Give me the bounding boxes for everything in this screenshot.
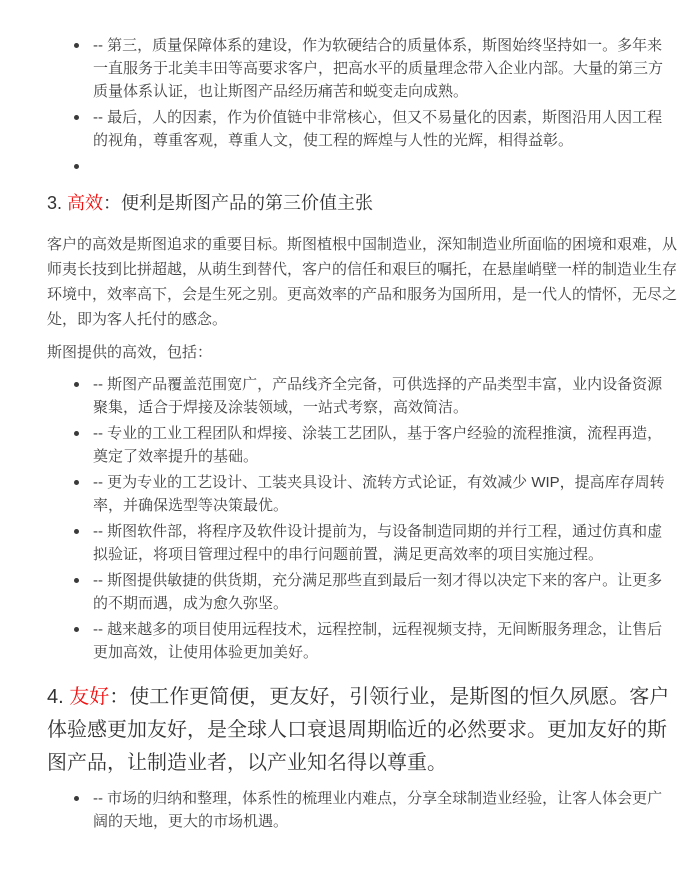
list-item: -- 斯图软件部，将程序及软件设计提前为，与设备制造同期的并行工程，通过仿真和虚拟验证，将项目管理过程中的串行问题前置，满足更高效率的项目实施过程。: [47, 520, 677, 566]
list-item: -- 专业的工业工程团队和焊接、涂装工艺团队，基于客户经验的流程推演，流程再造，奠定了效率提升的基础。: [47, 422, 677, 468]
heading-number: 3.: [47, 193, 68, 213]
list-item: -- 第三，质量保障体系的建设，作为软硬结合的质量体系，斯图始终坚持如一。多年来一直服务于北美丰田等高要求客户，把高水平的质量理念带入企业内部。大量的第三方质量体系认证，也让斯图产品经历痛苦和蜕变走向成熟。: [47, 34, 677, 103]
section-heading-friendly: [47, 681, 677, 780]
heading-text: ：便利是斯图产品的第三价值主张: [103, 193, 374, 213]
friendly-bullet-list: [47, 787, 677, 833]
efficiency-paragraph: 客户的高效是斯图追求的重要目标。斯图植根中国制造业，深知制造业所面临的困境和艰难，从师夷长技到比拼超越，从萌生到替代，客户的信任和艰巨的嘱托，在悬崖峭壁一样的制造业生存环境中，效率高下，会是生死之别。更高效率的产品和服务为国所用，是一代人的情怀，无尽之处，即为客人托付的感念。: [47, 236, 678, 328]
efficiency-bullet-list: [47, 373, 677, 664]
list-item: -- 越来越多的项目使用远程技术，远程控制，远程视频支持，无间断服务理念，让售后更加高效，让使用体验更加美好。: [47, 618, 677, 664]
heading-number: 4.: [47, 686, 70, 708]
list-item: -- 最后，人的因素，作为价值链中非常核心，但又不易量化的因素，斯图沿用人因工程的视角，尊重客观，尊重人文，使工程的辉煌与人性的光辉，相得益彰。: [47, 106, 677, 152]
document-page: [47, 0, 677, 833]
efficiency-list-intro: 斯图提供的高效，包括：: [47, 344, 213, 361]
list-item-empty: [47, 155, 677, 178]
section-heading-efficiency: [47, 190, 677, 216]
list-item: -- 斯图产品覆盖范围宽广，产品线齐全完备，可供选择的产品类型丰富，业内设备资源聚集，适合于焊接及涂装领域，一站式考察，高效简洁。: [47, 373, 677, 419]
list-item: -- 更为专业的工艺设计、工装夹具设计、流转方式论证，有效减少 WIP，提高库存周转率，并确保选型等决策最优。: [47, 471, 677, 517]
heading-keyword-red: 高效: [67, 193, 104, 213]
heading-keyword-red: 友好: [69, 686, 110, 708]
list-item: -- 斯图提供敏捷的供货期，充分满足那些直到最后一刻才得以决定下来的客户。让更多的不期而遇，成为愈久弥坚。: [47, 569, 677, 615]
list-item: -- 市场的归纳和整理，体系性的梳理业内难点，分享全球制造业经验，让客人体会更广阔的天地，更大的市场机遇。: [47, 787, 677, 833]
heading-text: ：使工作更简便，更友好，引领行业，是斯图的恒久夙愿。客户体验感更加友好，是全球人口衰退周期临近的必然要求。更加友好的斯图产品，让制造业者，以产业知名得以尊重。: [47, 686, 670, 774]
quality-bullet-list: [47, 34, 677, 178]
